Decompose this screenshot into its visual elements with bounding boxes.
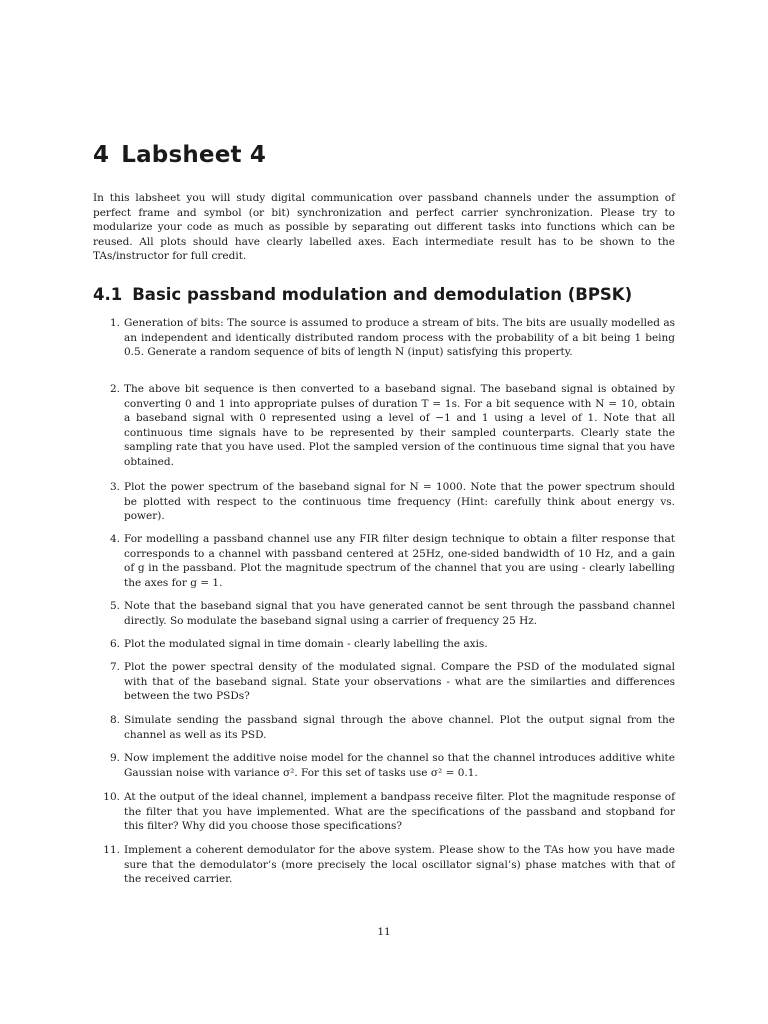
list-item-text: Plot the power spectrum of the baseband signal for N = 1000. Note that the power spectrum should be plotted with respect to the continuous time frequency (Hint: carefully think about energy vs. power). <box>124 481 675 523</box>
list-item-text: Now implement the additive noise model for the channel so that the channel introduces additive white Gaussian noise with variance σ². For this set of tasks use σ² = 0.1. <box>124 752 675 779</box>
document-page <box>93 0 675 1024</box>
list-item-text: Plot the modulated signal in time domain - clearly labelling the axis. <box>124 638 488 650</box>
list-item-text: Plot the power spectral density of the modulated signal. Compare the PSD of the modulated signal with that of the baseband signal. State your observations - what are the similarties and differences between the two PSDs? <box>124 661 675 703</box>
subsection-number: 4.1 <box>93 285 123 304</box>
list-item-text: At the output of the ideal channel, implement a bandpass receive filter. Plot the magnitude response of the filter that you have implemented. What are the specifications of the passband and stopband for this filter? Why did you choose those specifications? <box>124 791 675 833</box>
list-item-number: 1. <box>109 317 120 329</box>
list-item-text: Note that the baseband signal that you have generated cannot be sent through the passband channel directly. So modulate the baseband signal using a carrier of frequency 25 Hz. <box>124 600 675 627</box>
page-number: 11 <box>377 926 391 938</box>
subsection-title-text: Basic passband modulation and demodulation (BPSK) <box>132 285 633 304</box>
list-item-text: Generation of bits: The source is assumed to produce a stream of bits. The bits are usually modelled as an independent and identically distributed random process with the probability of a bit being 1 being 0.5. Generate a random sequence of bits of length N (input) satisfying this property. <box>124 317 675 359</box>
list-item-text: The above bit sequence is then converted to a baseband signal. The baseband signal is obtained by converting 0 and 1 into appropriate pulses of duration T = 1s. For a bit sequence with N = 10, obtain a baseband signal with 0 represented using a level of −1 and 1 using a level of 1. Note that all continuous time signals have to be represented by their sampled counterparts. Clearly state the sampling rate that you have used. Plot the sampled version of the continuous time signal that you have obtained. <box>124 383 675 468</box>
list-item-number: 8. <box>109 714 120 726</box>
section-title-text: Labsheet 4 <box>121 142 267 168</box>
section-title <box>93 142 266 168</box>
list-item-number: 5. <box>109 600 120 612</box>
subsection-title <box>93 285 632 304</box>
list-item-text: Simulate sending the passband signal through the above channel. Plot the output signal from the channel as well as its PSD. <box>124 714 675 741</box>
list-item-number: 4. <box>109 533 120 545</box>
list-item-text: Implement a coherent demodulator for the above system. Please show to the TAs how you have made sure that the demodulator’s (more precisely the local oscillator signal’s) phase matches with that of the received carrier. <box>124 844 675 886</box>
list-item-number: 3. <box>109 481 120 493</box>
list-item-number: 10. <box>103 791 120 803</box>
list-item-number: 7. <box>109 661 120 673</box>
list-item-text: For modelling a passband channel use any FIR filter design technique to obtain a filter response that corresponds to a channel with passband centered at 25Hz, one-sided bandwidth of 10 Hz, and a gain of g in the passband. Plot the magnitude spectrum of the channel that you are using - clearly labelling the axes for g = 1. <box>124 533 675 589</box>
list-item-number: 9. <box>109 752 120 764</box>
list-item-number: 6. <box>109 638 120 650</box>
section-number: 4 <box>93 142 110 168</box>
list-item-number: 2. <box>109 383 120 395</box>
list-item-number: 11. <box>103 844 120 856</box>
intro-paragraph: In this labsheet you will study digital communication over passband channels under the assumption of perfect frame and symbol (or bit) synchronization and perfect carrier synchronization. Please try to modularize your code as much as possible by separating out different tasks into functions which can be reused. All plots should have clearly labelled axes. Each intermediate result has to be shown to the TAs/instructor for full credit. <box>93 192 675 263</box>
